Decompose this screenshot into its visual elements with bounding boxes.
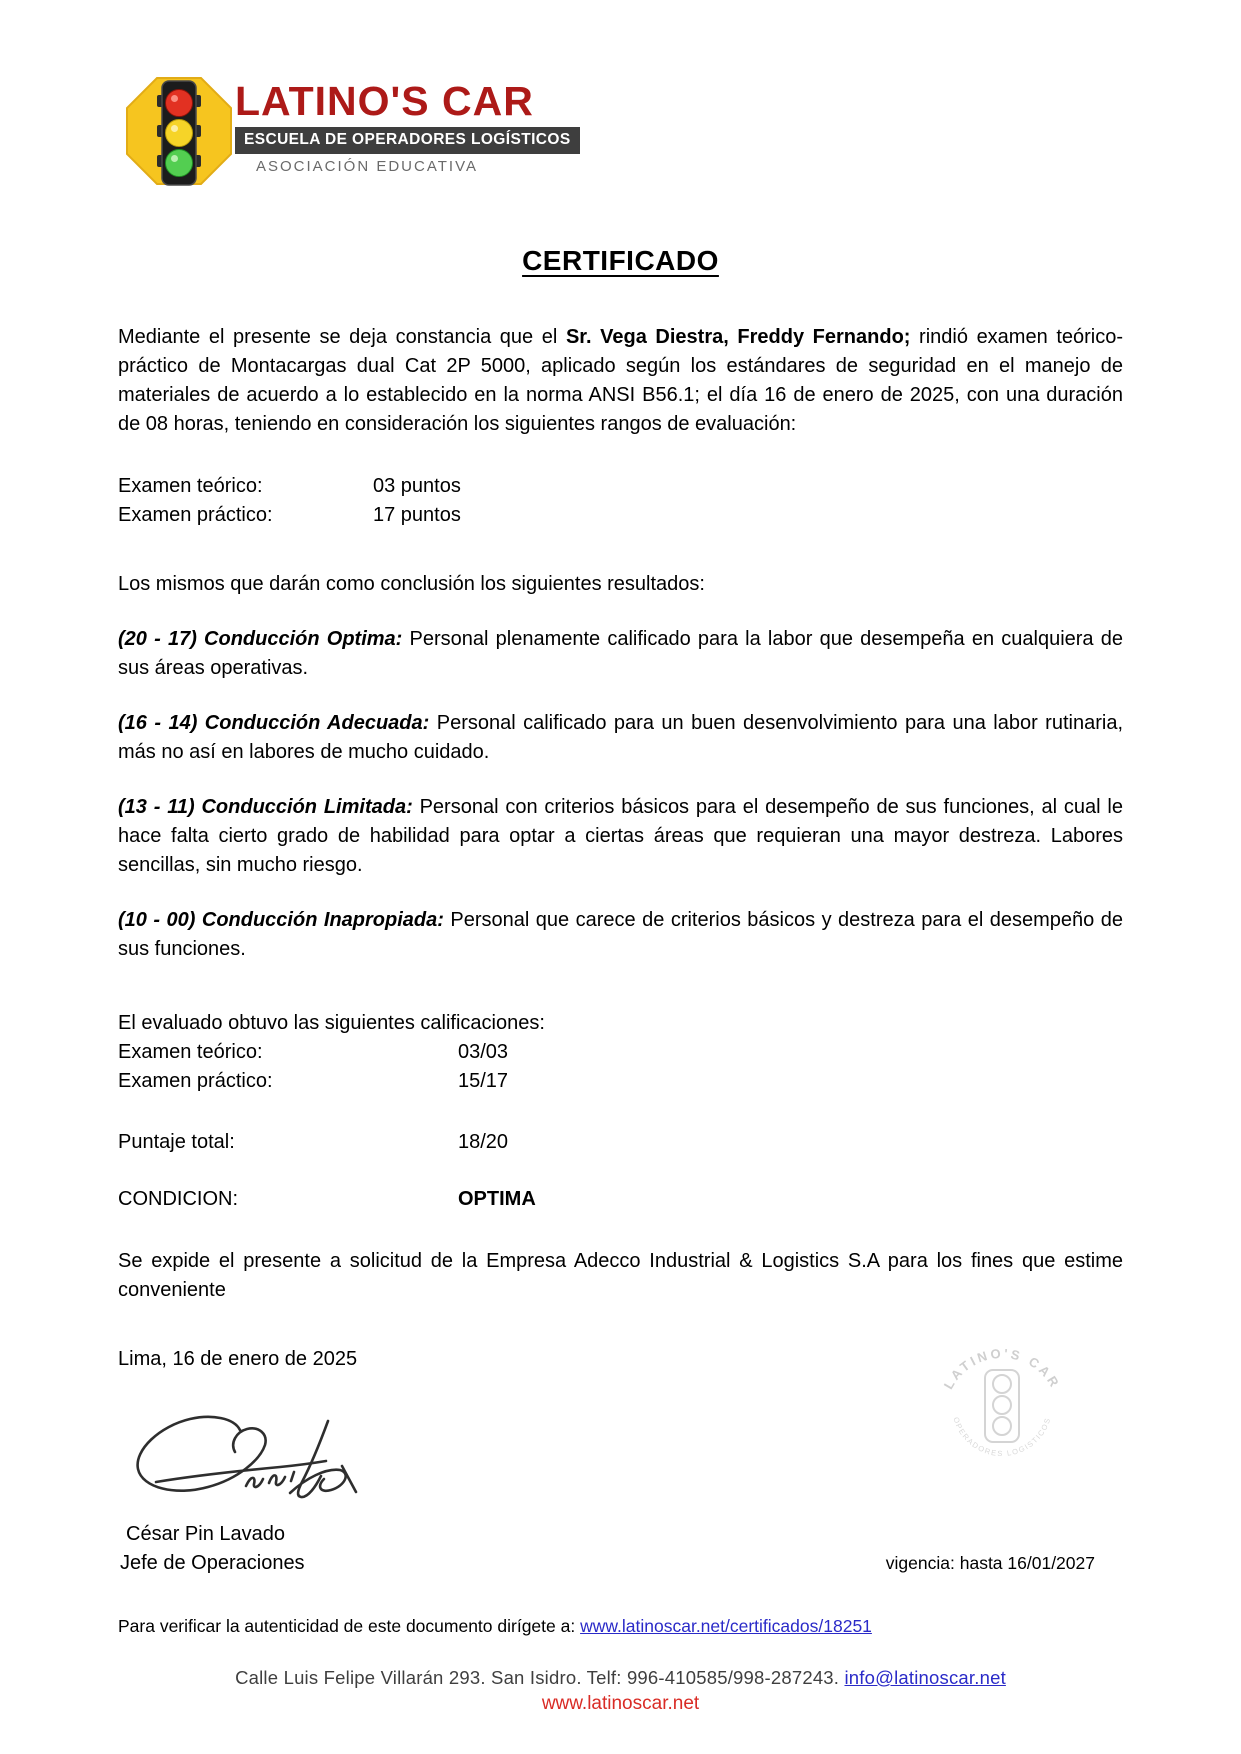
place-date-line: Lima, 16 de enero de 2025 xyxy=(118,1348,358,1370)
page-title: CERTIFICADO xyxy=(522,245,719,276)
exam-practice-value: 17 puntos xyxy=(373,504,461,526)
signature-footer xyxy=(118,1520,1123,1578)
stamp-traffic-light-icon xyxy=(985,1370,1019,1442)
condition-row xyxy=(118,1185,1123,1214)
total-score-label: Puntaje total: xyxy=(118,1131,235,1153)
range-adecuada-label: (16 - 14) Conducción Adecuada: xyxy=(118,712,430,734)
verification-prefix: Para verificar la autenticidad de este documento dirígete a: xyxy=(118,1616,581,1636)
certificate-holder-name: Sr. Vega Diestra, Freddy Fernando; xyxy=(565,326,911,348)
total-score-row xyxy=(118,1128,1123,1157)
svg-text:OPERADORES LOGISTICOS xyxy=(951,1416,1052,1458)
school-subtitle-bar: ESCUELA DE OPERADORES LOGÍSTICOS xyxy=(235,127,580,154)
result-practice-value: 15/17 xyxy=(458,1070,509,1092)
exam-points-block xyxy=(118,472,1123,530)
range-adecuada xyxy=(118,709,1123,767)
range-optima-text: Personal plenamente calificado para la labor que desempeña en cualquiera de sus áreas operativas. xyxy=(118,628,1123,679)
conclusion-intro: Los mismos que darán como conclusión los siguientes resultados: xyxy=(118,573,705,595)
exam-theory-value: 03 puntos xyxy=(373,475,461,497)
result-practice-label: Examen práctico: xyxy=(118,1070,273,1092)
signature-image xyxy=(128,1408,373,1508)
result-row xyxy=(118,1067,1123,1096)
address-text: Calle Luis Felipe Villarán 293. San Isidro. Telf: 996-410585/998-287243. xyxy=(235,1667,845,1688)
condition-label: CONDICION: xyxy=(118,1188,238,1210)
total-score-value: 18/20 xyxy=(458,1131,509,1153)
range-inapropiada-label: (10 - 00) Conducción Inapropiada: xyxy=(118,909,444,931)
range-inapropiada xyxy=(118,906,1123,964)
range-adecuada-text: Personal calificado para un buen desenvolvimiento para una labor rutinaria, más no así en labores de mucho cuidado. xyxy=(118,712,1123,763)
range-optima xyxy=(118,625,1123,683)
svg-text:LATINO'S CAR xyxy=(941,1346,1064,1392)
verification-link[interactable]: www.latinoscar.net/certificados/18251 xyxy=(580,1616,872,1636)
results-block xyxy=(118,1038,1123,1214)
header-logo xyxy=(118,75,1241,187)
company-stamp-watermark xyxy=(922,1332,1082,1482)
range-optima-label: (20 - 17) Conducción Optima: xyxy=(118,628,403,650)
exam-points-row xyxy=(118,472,1123,501)
verification-line xyxy=(118,1616,1123,1637)
exam-practice-label: Examen práctico: xyxy=(118,504,273,526)
traffic-light-logo-icon xyxy=(124,75,234,187)
exam-points-row xyxy=(118,501,1123,530)
condition-value: OPTIMA xyxy=(458,1188,536,1210)
brand-name: LATINO'S CAR xyxy=(235,78,534,124)
logo-text-block xyxy=(235,79,580,175)
validity-label: vigencia: hasta 16/01/2027 xyxy=(885,1553,1095,1573)
footer-website: www.latinoscar.net xyxy=(541,1693,700,1714)
intro-text-after: rindió examen teórico-práctico de Montacargas dual Cat 2P 5000, aplicado según los estándares de seguridad en el manejo de materiales de acuerdo a lo establecido en la norma ANSI B56.1; el día 16 de enero de 2025, con una duración de 08 horas, teniendo en consideración los siguientes rangos de evaluación: xyxy=(118,326,1124,435)
signatory-identity xyxy=(118,1520,305,1578)
stamp-bottom-text: OPERADORES LOGISTICOS xyxy=(951,1415,1053,1459)
email-link[interactable]: info@latinoscar.net xyxy=(844,1667,1006,1688)
results-intro: El evaluado obtuvo las siguientes calificaciones: xyxy=(118,1012,545,1034)
range-inapropiada-text: Personal que carece de criterios básicos y destreza para el desempeño de sus funciones. xyxy=(118,909,1123,960)
stamp-top-text: LATINO'S CAR xyxy=(940,1345,1064,1392)
range-limitada-text: Personal con criterios básicos para el desempeño de sus funciones, al cual le hace falta cierto grado de habilidad para optar a ciertas áreas que requieran una mayor destreza. Labores sencillas, sin mucho riesgo. xyxy=(118,796,1123,876)
issuance-paragraph: Se expide el presente a solicitud de la Empresa Adecco Industrial & Logistics S.A para los fines que estime conveniente xyxy=(118,1250,1123,1301)
result-row xyxy=(118,1038,1123,1067)
range-limitada xyxy=(118,793,1123,880)
association-label: ASOCIACIÓN EDUCATIVA xyxy=(256,158,478,176)
intro-paragraph xyxy=(118,323,1123,439)
footer-address xyxy=(0,1667,1241,1689)
range-limitada-label: (13 - 11) Conducción Limitada: xyxy=(118,796,413,818)
result-theory-value: 03/03 xyxy=(458,1041,509,1063)
signatory-name: César Pin Lavado xyxy=(126,1523,285,1545)
exam-theory-label: Examen teórico: xyxy=(118,475,263,497)
signatory-role: Jefe de Operaciones xyxy=(120,1552,305,1574)
result-theory-label: Examen teórico: xyxy=(118,1041,263,1063)
intro-text-before: Mediante el presente se deja constancia que el xyxy=(118,326,566,348)
